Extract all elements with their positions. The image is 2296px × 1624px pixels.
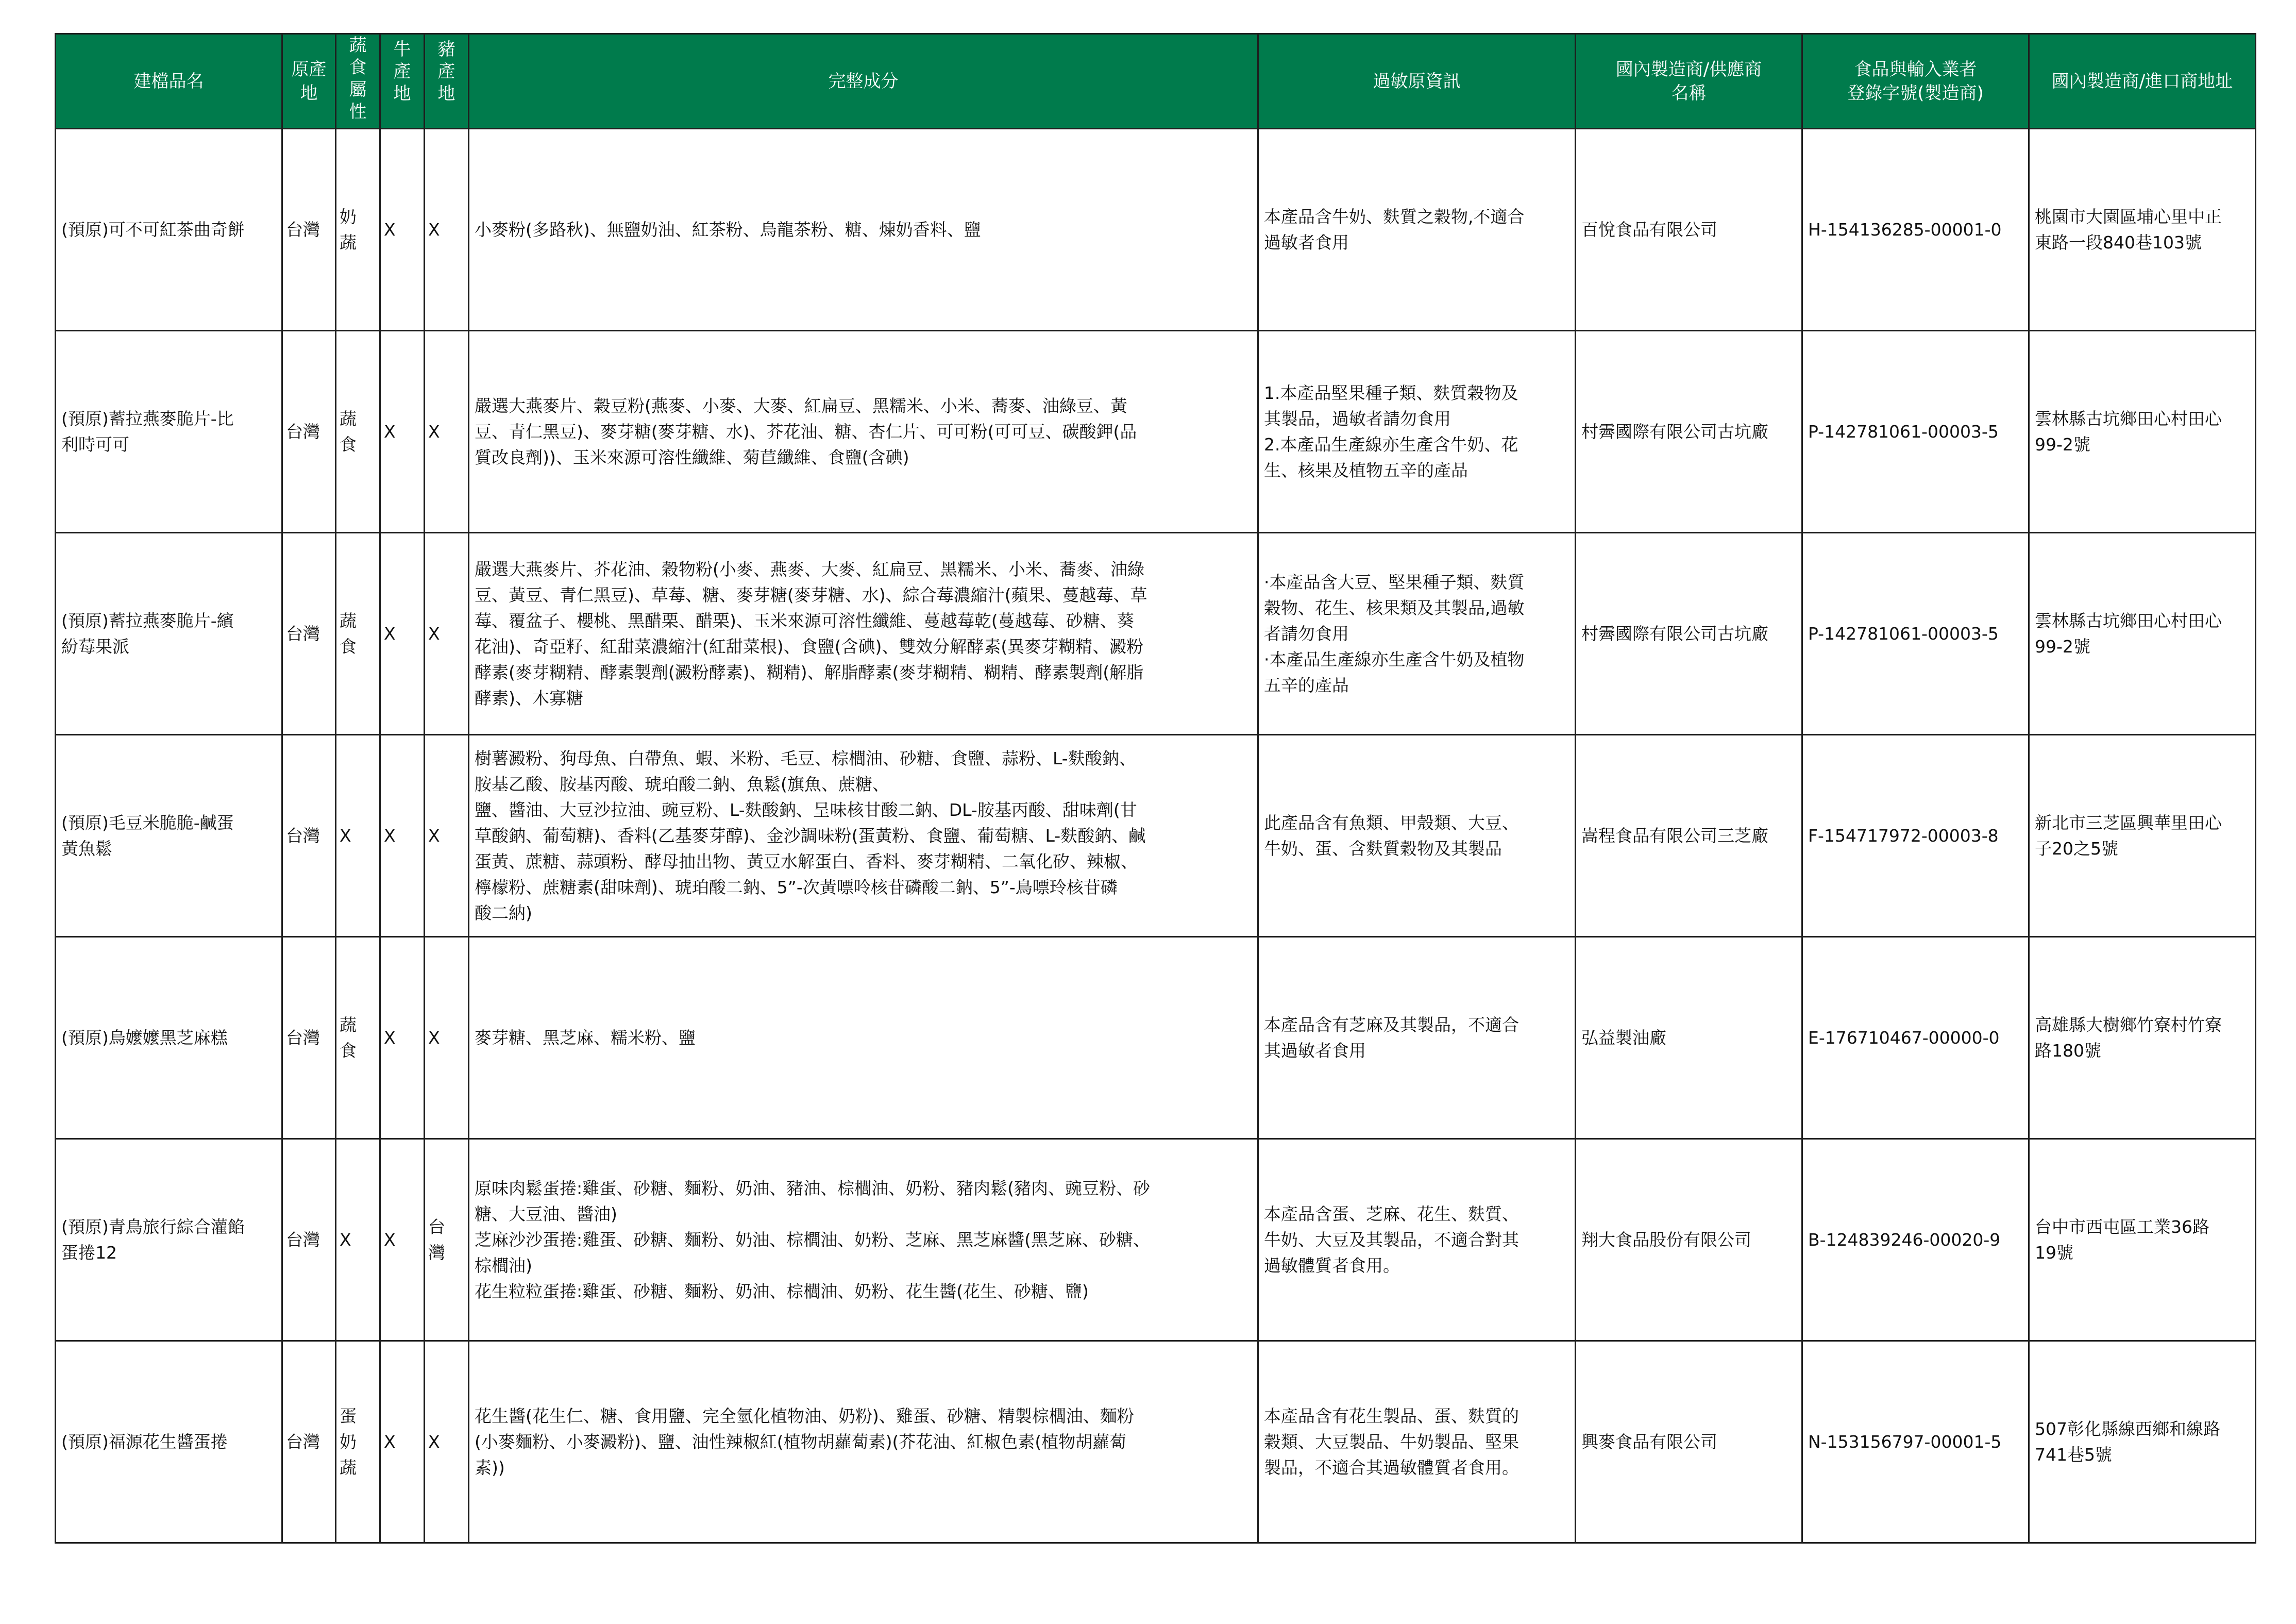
- cell-origin: 台灣: [282, 129, 336, 331]
- cell-ingredients: 樹薯澱粉、狗母魚、白帶魚、蝦、米粉、毛豆、棕櫚油、砂糖、食鹽、蒜粉、L-麩酸鈉、 胺基乙酸、胺基丙酸、琥珀酸二鈉、魚鬆(旗魚、蔗糖、 鹽、醬油、大豆沙拉油、豌豆粉、L-麩酸鈉、呈味核甘酸二鈉、DL-胺基丙酸、甜味劑(甘 草酸鈉、葡萄糖)、香料(乙基麥芽醇)、金沙調味粉(蛋黃粉、食鹽、葡萄糖、L-麩酸鈉、鹹 蛋黃、蔗糖、蒜頭粉、酵母抽出物、黃豆水解蛋白、香料、麥芽糊精、二氧化矽、辣椒、 檸檬粉、蔗糖素(甜味劑)、琥珀酸二鈉、5”-次黃嘌呤核苷磷酸二鈉、5”-鳥嘌玲核苷磷 酸二納): [469, 735, 1258, 937]
- cell-ingredients: 嚴選大燕麥片、穀豆粉(燕麥、小麥、大麥、紅扁豆、黑糯米、小米、蕎麥、油綠豆、黃 豆、青仁黑豆)、麥芽糖(麥芽糖、水)、芥花油、糖、杏仁片、可可粉(可可豆、碳酸鉀(品 質改良劑))、玉米來源可溶性纖維、菊苣纖維、食鹽(含碘): [469, 331, 1258, 533]
- cell-supplier: 興麥食品有限公司: [1576, 1341, 1802, 1543]
- cell-ingredients: 小麥粉(多路秋)、無鹽奶油、紅茶粉、烏龍茶粉、糖、煉奶香料、鹽: [469, 129, 1258, 331]
- cell-name: (預原)福源花生醬蛋捲: [56, 1341, 282, 1543]
- header-beef: 牛 產 地: [380, 34, 425, 129]
- table-row: [56, 1341, 2256, 1543]
- cell-regno: N-153156797-00001-5: [1802, 1341, 2029, 1543]
- cell-address: 新北市三芝區興華里田心 子20之5號: [2029, 735, 2256, 937]
- table-row: [56, 533, 2256, 735]
- cell-beef: X: [380, 533, 425, 735]
- cell-address: 台中市西屯區工業36路 19號: [2029, 1139, 2256, 1341]
- cell-pork: X: [425, 533, 469, 735]
- cell-beef: X: [380, 331, 425, 533]
- header-veg: 蔬 食 屬 性: [336, 34, 380, 129]
- cell-allergen: 此產品含有魚類、甲殼類、大豆、 牛奶、蛋、含麩質穀物及其製品: [1258, 735, 1576, 937]
- cell-name: (預原)青鳥旅行綜合灌餡 蛋捲12: [56, 1139, 282, 1341]
- cell-name: (預原)可不可紅茶曲奇餅: [56, 129, 282, 331]
- cell-regno: P-142781061-00003-5: [1802, 331, 2029, 533]
- cell-regno: P-142781061-00003-5: [1802, 533, 2029, 735]
- cell-pork: X: [425, 735, 469, 937]
- table-row: [56, 937, 2256, 1139]
- header-supplier: 國內製造商/供應商 名稱: [1576, 34, 1802, 129]
- cell-ingredients: 嚴選大燕麥片、芥花油、穀物粉(小麥、燕麥、大麥、紅扁豆、黑糯米、小米、蕎麥、油綠 豆、黃豆、青仁黑豆)、草莓、糖、麥芽糖(麥芽糖、水)、綜合莓濃縮汁(蘋果、蔓越莓、草 莓、覆盆子、櫻桃、黑醋栗、醋栗)、玉米來源可溶性纖維、蔓越莓乾(蔓越莓、砂糖、葵 花油)、奇亞籽、紅甜菜濃縮汁(紅甜菜根)、食鹽(含碘)、雙效分解酵素(異麥芽糊精、澱粉 酵素(麥芽糊精、酵素製劑(澱粉酵素)、糊精)、解脂酵素(麥芽糊精、糊精、酵素製劑(解脂 酵素)、木寡糖: [469, 533, 1258, 735]
- cell-pork: X: [425, 129, 469, 331]
- cell-regno: H-154136285-00001-0: [1802, 129, 2029, 331]
- cell-address: 雲林縣古坑鄉田心村田心 99-2號: [2029, 331, 2256, 533]
- cell-veg: X: [336, 735, 380, 937]
- cell-address: 507彰化縣線西鄉和線路 741巷5號: [2029, 1341, 2256, 1543]
- cell-veg: 奶 蔬: [336, 129, 380, 331]
- header-origin: 原產 地: [282, 34, 336, 129]
- cell-regno: B-124839246-00020-9: [1802, 1139, 2029, 1341]
- header-regno: 食品與輸入業者 登錄字號(製造商): [1802, 34, 2029, 129]
- table-row: [56, 129, 2256, 331]
- cell-name: (預原)蓄拉燕麥脆片-比 利時可可: [56, 331, 282, 533]
- cell-beef: X: [380, 129, 425, 331]
- cell-origin: 台灣: [282, 331, 336, 533]
- cell-origin: 台灣: [282, 1341, 336, 1543]
- header-ingredients: 完整成分: [469, 34, 1258, 129]
- cell-allergen: 本產品含蛋、芝麻、花生、麩質、 牛奶、大豆及其製品，不適合對其 過敏體質者食用。: [1258, 1139, 1576, 1341]
- cell-allergen: 1.本產品堅果種子類、麩質穀物及 其製品，過敏者請勿食用 2.本產品生產線亦生產含牛奶、花 生、核果及植物五辛的產品: [1258, 331, 1576, 533]
- cell-veg: 蔬 食: [336, 331, 380, 533]
- cell-supplier: 村霽國際有限公司古坑廠: [1576, 533, 1802, 735]
- cell-ingredients: 花生醬(花生仁、糖、食用鹽、完全氫化植物油、奶粉)、雞蛋、砂糖、精製棕櫚油、麵粉 (小麥麵粉、小麥澱粉)、鹽、油性辣椒紅(植物胡蘿蔔素)(芥花油、紅椒色素(植物胡蘿蔔 素)): [469, 1341, 1258, 1543]
- cell-supplier: 弘益製油廠: [1576, 937, 1802, 1139]
- cell-veg: X: [336, 1139, 380, 1341]
- cell-veg: 蛋 奶 蔬: [336, 1341, 380, 1543]
- cell-origin: 台灣: [282, 1139, 336, 1341]
- cell-supplier: 翔大食品股份有限公司: [1576, 1139, 1802, 1341]
- cell-name: (預原)毛豆米脆脆-鹹蛋 黃魚鬆: [56, 735, 282, 937]
- table-row: [56, 1139, 2256, 1341]
- cell-supplier: 百悅食品有限公司: [1576, 129, 1802, 331]
- cell-name: (預原)烏嬤嬤黑芝麻糕: [56, 937, 282, 1139]
- header-allergen: 過敏原資訊: [1258, 34, 1576, 129]
- cell-beef: X: [380, 735, 425, 937]
- cell-allergen: ·本產品含大豆、堅果種子類、麩質 穀物、花生、核果類及其製品,過敏 者請勿食用 ·本產品生產線亦生產含牛奶及植物 五辛的產品: [1258, 533, 1576, 735]
- cell-origin: 台灣: [282, 937, 336, 1139]
- cell-regno: E-176710467-00000-0: [1802, 937, 2029, 1139]
- cell-origin: 台灣: [282, 735, 336, 937]
- cell-beef: X: [380, 1139, 425, 1341]
- cell-allergen: 本產品含牛奶、麩質之穀物,不適合 過敏者食用: [1258, 129, 1576, 331]
- cell-supplier: 村霽國際有限公司古坑廠: [1576, 331, 1802, 533]
- cell-allergen: 本產品含有花生製品、蛋、麩質的 穀類、大豆製品、牛奶製品、堅果 製品，不適合其過敏體質者食用。: [1258, 1341, 1576, 1543]
- cell-name: (預原)蓄拉燕麥脆片-繽 紛莓果派: [56, 533, 282, 735]
- cell-pork: 台 灣: [425, 1139, 469, 1341]
- cell-beef: X: [380, 1341, 425, 1543]
- cell-veg: 蔬 食: [336, 533, 380, 735]
- product-table: [55, 33, 2256, 1544]
- header-address: 國內製造商/進口商地址: [2029, 34, 2256, 129]
- cell-ingredients: 原味肉鬆蛋捲:雞蛋、砂糖、麵粉、奶油、豬油、棕櫚油、奶粉、豬肉鬆(豬肉、豌豆粉、砂 糖、大豆油、醬油) 芝麻沙沙蛋捲:雞蛋、砂糖、麵粉、奶油、棕櫚油、奶粉、芝麻、黑芝麻醬(黑芝麻、砂糖、 棕櫚油) 花生粒粒蛋捲:雞蛋、砂糖、麵粉、奶油、棕櫚油、奶粉、花生醬(花生、砂糖、鹽): [469, 1139, 1258, 1341]
- cell-supplier: 嵩程食品有限公司三芝廠: [1576, 735, 1802, 937]
- cell-regno: F-154717972-00003-8: [1802, 735, 2029, 937]
- cell-origin: 台灣: [282, 533, 336, 735]
- header-row: [56, 34, 2256, 129]
- cell-allergen: 本產品含有芝麻及其製品，不適合 其過敏者食用: [1258, 937, 1576, 1139]
- cell-address: 高雄縣大樹鄉竹寮村竹寮 路180號: [2029, 937, 2256, 1139]
- cell-pork: X: [425, 937, 469, 1139]
- cell-address: 桃園市大園區埔心里中正 東路一段840巷103號: [2029, 129, 2256, 331]
- table-row: [56, 735, 2256, 937]
- cell-address: 雲林縣古坑鄉田心村田心 99-2號: [2029, 533, 2256, 735]
- header-name: 建檔品名: [56, 34, 282, 129]
- cell-pork: X: [425, 1341, 469, 1543]
- cell-beef: X: [380, 937, 425, 1139]
- cell-veg: 蔬 食: [336, 937, 380, 1139]
- cell-ingredients: 麥芽糖、黑芝麻、糯米粉、鹽: [469, 937, 1258, 1139]
- table-row: [56, 331, 2256, 533]
- header-pork: 豬 產 地: [425, 34, 469, 129]
- cell-pork: X: [425, 331, 469, 533]
